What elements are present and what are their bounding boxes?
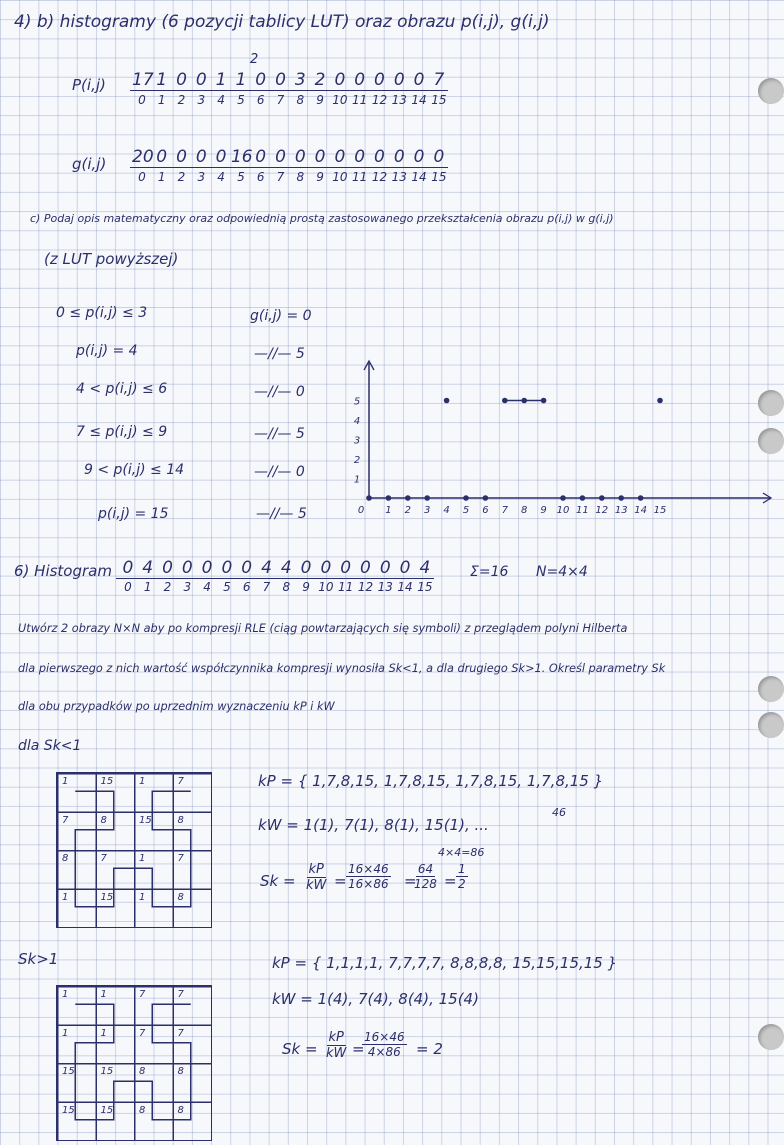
case1-kw-under: 4×4=86 bbox=[438, 846, 485, 859]
grid-cell-value: 7 bbox=[100, 853, 107, 864]
x-tick-label: 12 bbox=[595, 505, 609, 516]
punch-hole bbox=[758, 1024, 784, 1050]
histogram-level: 3 bbox=[197, 93, 206, 107]
grid-cell-value: 1 bbox=[62, 989, 69, 1000]
histogram-count: 4 bbox=[142, 558, 154, 578]
histogram-level: 10 bbox=[332, 93, 348, 107]
histogram-count: 4 bbox=[419, 558, 431, 578]
histogram-count: 16 bbox=[230, 147, 253, 167]
x-tick-label: 13 bbox=[614, 505, 628, 516]
lut-point bbox=[444, 398, 450, 404]
s6-sum: Σ=16 bbox=[470, 564, 509, 580]
histogram-count: 1 bbox=[156, 70, 168, 90]
y-tick-label: 4 bbox=[353, 416, 361, 427]
numerator: kP bbox=[328, 1030, 344, 1045]
histogram-level: 10 bbox=[318, 580, 334, 594]
lut-point bbox=[386, 495, 392, 501]
x-tick-label: 14 bbox=[634, 505, 647, 516]
numerator: 64 bbox=[417, 862, 434, 876]
histogram-level: 0 bbox=[138, 93, 146, 107]
case2-label: Sk>1 bbox=[18, 950, 59, 968]
grid-cell-value: 1 bbox=[62, 776, 69, 787]
grid-cell-value: 8 bbox=[100, 814, 107, 826]
case2-kw: kW = 1(4), 7(4), 8(4), 15(4) bbox=[272, 990, 479, 1008]
histogram-level: 11 bbox=[338, 580, 354, 594]
histogram-level: 5 bbox=[237, 170, 245, 184]
grid-cell-value: 1 bbox=[139, 891, 146, 903]
denominator: kW bbox=[306, 878, 327, 893]
histogram-level: 3 bbox=[183, 580, 192, 594]
histogram-count: 0 bbox=[221, 558, 233, 578]
histogram-level: 12 bbox=[357, 580, 374, 594]
histogram-count: 0 bbox=[433, 147, 445, 167]
case1-kp-under: 46 bbox=[552, 806, 566, 819]
grid-cell-value: 7 bbox=[139, 989, 146, 1000]
histogram-count: 0 bbox=[176, 147, 187, 167]
g-histogram-counts bbox=[132, 147, 449, 167]
p-histogram-counts bbox=[132, 70, 449, 90]
denominator: 2 bbox=[458, 877, 466, 891]
histogram-count: 0 bbox=[275, 147, 286, 167]
histogram-level: 1 bbox=[143, 580, 152, 594]
y-tick-label: 3 bbox=[353, 435, 361, 447]
s6-description-1: Utwórz 2 obrazy N×N aby po kompresji RLE (ciąg powtarzających się symboli) z przeglądem polyni Hilberta bbox=[18, 622, 628, 635]
histogram-count: 0 bbox=[393, 70, 405, 90]
lut-point bbox=[541, 398, 547, 404]
condition-left: 0 ≤ p(i,j) ≤ 3 bbox=[56, 305, 148, 321]
histogram-level: 14 bbox=[411, 93, 427, 107]
condition-left: p(i,j) = 15 bbox=[98, 506, 169, 522]
histogram-count: 1 bbox=[235, 70, 247, 90]
histogram-level: 7 bbox=[276, 170, 285, 184]
histogram-level: 13 bbox=[391, 93, 407, 107]
histogram-level: 15 bbox=[431, 93, 447, 107]
lut-point bbox=[424, 495, 430, 501]
grid-cell-value: 8 bbox=[177, 1066, 184, 1077]
histogram-level: 0 bbox=[138, 170, 146, 184]
case1-sk: Sk = bbox=[260, 872, 296, 890]
grid-cell-value: 1 bbox=[139, 776, 146, 787]
equals-sign: = bbox=[334, 872, 347, 890]
p-histogram-levels bbox=[132, 93, 449, 107]
case1-kp: kP = { 1,7,8,15, 1,7,8,15, 1,7,8,15, 1,7,8,15 } bbox=[258, 772, 604, 790]
grid-cell-value: 7 bbox=[177, 1027, 184, 1039]
histogram-count: 0 bbox=[195, 70, 207, 90]
grid-cell-value: 7 bbox=[177, 989, 184, 1000]
x-tick-label: 0 bbox=[357, 505, 365, 516]
lut-function-chart bbox=[345, 355, 775, 525]
lut-point bbox=[580, 495, 586, 501]
histogram-level: 2 bbox=[163, 580, 172, 594]
punch-hole bbox=[758, 676, 784, 702]
histogram-level: 11 bbox=[352, 93, 368, 107]
numerator: 16×46 bbox=[364, 1030, 405, 1044]
histogram-count: 0 bbox=[215, 147, 227, 167]
grid-cell-value: 8 bbox=[177, 814, 184, 826]
condition-right: —//— 0 bbox=[254, 464, 305, 480]
s6-histogram-counts bbox=[118, 558, 435, 578]
grid-cell-value: 8 bbox=[139, 1104, 146, 1116]
c-description-line1: c) Podaj opis matematyczny oraz odpowiednią prostą zastosowanego przekształcenia obrazu p(i,j) w g(i,j) bbox=[30, 212, 614, 225]
histogram-count: 4 bbox=[280, 558, 292, 578]
grid-cell-value: 8 bbox=[177, 891, 184, 903]
s6-n: N=4×4 bbox=[536, 564, 588, 580]
histogram-level: 1 bbox=[157, 170, 166, 184]
histogram-count: 7 bbox=[433, 70, 445, 90]
histogram-count: 0 bbox=[255, 70, 267, 90]
histogram-count: 0 bbox=[374, 147, 385, 167]
grid-cell-value: 15 bbox=[100, 1104, 114, 1116]
p-histogram-line bbox=[130, 90, 448, 91]
lut-point bbox=[463, 495, 469, 501]
histogram-count: 0 bbox=[379, 558, 391, 578]
histogram-level: 13 bbox=[391, 170, 407, 184]
histogram-count: 0 bbox=[334, 70, 346, 90]
y-tick-label: 2 bbox=[353, 455, 361, 466]
histogram-level: 14 bbox=[397, 580, 413, 594]
histogram-count: 0 bbox=[122, 558, 134, 578]
grid-cell-value: 15 bbox=[62, 1066, 75, 1077]
s6-histogram-levels bbox=[118, 580, 435, 594]
histogram-level: 5 bbox=[237, 93, 245, 107]
histogram-level: 15 bbox=[431, 170, 447, 184]
section6-label: 6) Histogram bbox=[14, 562, 112, 580]
histogram-count: 0 bbox=[275, 70, 286, 90]
grid-cell-value: 1 bbox=[100, 1027, 107, 1039]
histogram-count: 0 bbox=[354, 147, 366, 167]
g-histogram-line bbox=[130, 167, 448, 168]
condition-right: —//— 5 bbox=[254, 426, 305, 442]
histogram-level: 6 bbox=[242, 580, 251, 594]
grid-cell-value: 1 bbox=[62, 891, 69, 903]
histogram-level: 10 bbox=[332, 170, 348, 184]
hilbert-path bbox=[75, 791, 191, 907]
histogram-count: 0 bbox=[374, 70, 385, 90]
numerator: 16×46 bbox=[348, 862, 389, 876]
case1-fraction-2 bbox=[346, 862, 391, 891]
histogram-level: 15 bbox=[417, 580, 433, 594]
grid-cell-value: 1 bbox=[62, 1027, 69, 1039]
denominator: 16×86 bbox=[348, 877, 389, 891]
condition-left: 4 < p(i,j) ≤ 6 bbox=[76, 381, 168, 397]
histogram-count: 0 bbox=[354, 70, 366, 90]
grid-cell-value: 8 bbox=[177, 1104, 184, 1116]
s6-description-3: dla obu przypadków po uprzednim wyznaczeniu kP i kW bbox=[18, 700, 335, 713]
histogram-count: 17 bbox=[132, 70, 154, 90]
histogram-count: 0 bbox=[195, 147, 207, 167]
histogram-count: 0 bbox=[176, 70, 187, 90]
condition-left: 7 ≤ p(i,j) ≤ 9 bbox=[76, 424, 168, 440]
case2-fraction-1 bbox=[326, 1030, 346, 1061]
grid-cell-value: 15 bbox=[100, 776, 114, 787]
hilbert-path bbox=[75, 1004, 191, 1120]
x-tick-label: 4 bbox=[443, 505, 450, 516]
lut-point bbox=[657, 398, 663, 404]
case2-fraction-2 bbox=[362, 1030, 407, 1059]
histogram-count: 0 bbox=[294, 147, 306, 167]
x-tick-label: 10 bbox=[556, 505, 570, 516]
grid-cell-value: 7 bbox=[177, 776, 184, 787]
histogram-count: 4 bbox=[261, 558, 272, 578]
grid-cell-value: 15 bbox=[62, 1104, 75, 1116]
grid-cell-value: 1 bbox=[100, 989, 107, 1000]
case1-label: dla Sk<1 bbox=[18, 738, 82, 754]
lut-point bbox=[366, 495, 372, 501]
case1-fraction-4 bbox=[456, 862, 468, 891]
denominator: 128 bbox=[414, 877, 437, 891]
histogram-level: 12 bbox=[371, 170, 388, 184]
grid-cell-value: 15 bbox=[100, 891, 114, 903]
grid-cell-value: 15 bbox=[139, 814, 152, 826]
case1-kw: kW = 1(1), 7(1), 8(1), 15(1), ... bbox=[258, 816, 489, 834]
histogram-level: 6 bbox=[256, 93, 265, 107]
x-tick-label: 2 bbox=[404, 505, 411, 516]
histogram-count: 0 bbox=[300, 558, 312, 578]
histogram-count: 0 bbox=[241, 558, 253, 578]
condition-right: —//— 0 bbox=[254, 384, 305, 400]
histogram-count: 0 bbox=[162, 558, 173, 578]
histogram-level: 2 bbox=[177, 93, 186, 107]
hilbert-curve-case1 bbox=[56, 772, 213, 929]
grid-cell-value: 8 bbox=[139, 1066, 146, 1077]
histogram-count: 20 bbox=[132, 147, 154, 167]
equals-sign: = bbox=[404, 872, 417, 890]
histogram-level: 4 bbox=[217, 170, 225, 184]
histogram-count: 0 bbox=[314, 147, 326, 167]
x-tick-label: 7 bbox=[501, 505, 508, 516]
histogram-level: 14 bbox=[411, 170, 427, 184]
histogram-level: 4 bbox=[217, 93, 225, 107]
lut-point bbox=[599, 495, 605, 501]
hilbert-curve-case2 bbox=[56, 985, 213, 1142]
numerator: kP bbox=[308, 862, 324, 877]
condition-right: g(i,j) = 0 bbox=[250, 308, 312, 324]
grid-cell-value: 7 bbox=[62, 814, 69, 826]
g-histogram-levels bbox=[132, 170, 449, 184]
x-tick-label: 15 bbox=[653, 505, 667, 516]
histogram-count: 2 bbox=[314, 70, 326, 90]
grid-cell-value: 1 bbox=[139, 853, 146, 864]
denominator: kW bbox=[326, 1046, 347, 1061]
histogram-level: 0 bbox=[124, 580, 132, 594]
case2-result: = 2 bbox=[416, 1040, 443, 1058]
histogram-count: 0 bbox=[201, 558, 213, 578]
histogram-level: 1 bbox=[157, 93, 166, 107]
punch-hole bbox=[758, 712, 784, 738]
histogram-level: 5 bbox=[223, 580, 231, 594]
histogram-count: 0 bbox=[255, 147, 267, 167]
histogram-count: 0 bbox=[334, 147, 346, 167]
lut-point bbox=[618, 495, 624, 501]
case2-kp: kP = { 1,1,1,1, 7,7,7,7, 8,8,8,8, 15,15,15,15 } bbox=[272, 954, 618, 972]
case2-sk: Sk = bbox=[282, 1040, 318, 1058]
histogram-count: 3 bbox=[294, 70, 306, 90]
histogram-level: 3 bbox=[197, 170, 206, 184]
histogram-level: 13 bbox=[377, 580, 393, 594]
histogram-level: 9 bbox=[302, 580, 310, 594]
condition-right: —//— 5 bbox=[254, 346, 305, 362]
histogram-count: 0 bbox=[340, 558, 352, 578]
numerator: 1 bbox=[458, 862, 466, 876]
case1-fraction-3 bbox=[414, 862, 437, 891]
histogram-level: 9 bbox=[316, 93, 324, 107]
s6-histogram-line bbox=[116, 578, 434, 579]
histogram-level: 11 bbox=[352, 170, 368, 184]
x-tick-label: 5 bbox=[462, 505, 470, 516]
grid-cell-value: 15 bbox=[100, 1066, 114, 1077]
lut-point bbox=[405, 495, 411, 501]
histogram-level: 7 bbox=[262, 580, 271, 594]
equals-sign: = bbox=[352, 1040, 365, 1058]
histogram-level: 4 bbox=[203, 580, 211, 594]
denominator: 4×86 bbox=[367, 1045, 401, 1059]
histogram-count: 0 bbox=[320, 558, 332, 578]
x-tick-label: 1 bbox=[385, 505, 392, 516]
case1-fraction-1 bbox=[306, 862, 326, 893]
condition-right: —//— 5 bbox=[256, 506, 307, 522]
condition-left: p(i,j) = 4 bbox=[76, 343, 138, 359]
histogram-level: 8 bbox=[296, 93, 305, 107]
g-label: g(i,j) bbox=[72, 155, 107, 173]
histogram-level: 7 bbox=[276, 93, 285, 107]
c-description-line2: (z LUT powyższej) bbox=[44, 250, 179, 268]
histogram-level: 12 bbox=[371, 93, 388, 107]
condition-left: 9 < p(i,j) ≤ 14 bbox=[84, 462, 185, 478]
histogram-count: 0 bbox=[156, 147, 168, 167]
x-tick-label: 3 bbox=[424, 505, 431, 516]
grid-cell-value: 7 bbox=[139, 1027, 146, 1039]
equals-sign: = bbox=[444, 872, 457, 890]
histogram-level: 8 bbox=[296, 170, 305, 184]
p-label: P(i,j) bbox=[72, 76, 106, 94]
histogram-level: 2 bbox=[177, 170, 186, 184]
lut-point bbox=[560, 495, 566, 501]
punch-hole bbox=[758, 78, 784, 104]
histogram-count: 0 bbox=[399, 558, 411, 578]
histogram-level: 6 bbox=[256, 170, 265, 184]
x-tick-label: 8 bbox=[521, 505, 528, 516]
histogram-count: 0 bbox=[360, 558, 371, 578]
x-tick-label: 6 bbox=[482, 505, 489, 516]
x-tick-label: 11 bbox=[576, 505, 589, 516]
histogram-count: 0 bbox=[393, 147, 405, 167]
lut-point bbox=[483, 495, 489, 501]
lut-point bbox=[638, 495, 644, 501]
histogram-count: 0 bbox=[181, 558, 193, 578]
y-tick-label: 5 bbox=[353, 396, 361, 408]
grid-cell-value: 7 bbox=[177, 853, 184, 864]
histogram-count: 1 bbox=[215, 70, 227, 90]
histogram-count: 0 bbox=[413, 70, 425, 90]
histogram-count: 0 bbox=[413, 147, 425, 167]
grid-cell-value: 8 bbox=[62, 853, 69, 864]
s6-description-2: dla pierwszego z nich wartość współczynnika kompresji wynosiła Sk<1, a dla drugiego Sk>1. Określ parametry Sk bbox=[18, 662, 666, 675]
y-tick-label: 1 bbox=[353, 474, 361, 486]
section4-heading: 4) b) histogramy (6 pozycji tablicy LUT) oraz obrazu p(i,j), g(i,j) bbox=[14, 12, 550, 32]
x-tick-label: 9 bbox=[540, 505, 547, 516]
histogram-level: 9 bbox=[316, 170, 324, 184]
p-above-note: 2 bbox=[250, 52, 259, 67]
histogram-level: 8 bbox=[282, 580, 291, 594]
